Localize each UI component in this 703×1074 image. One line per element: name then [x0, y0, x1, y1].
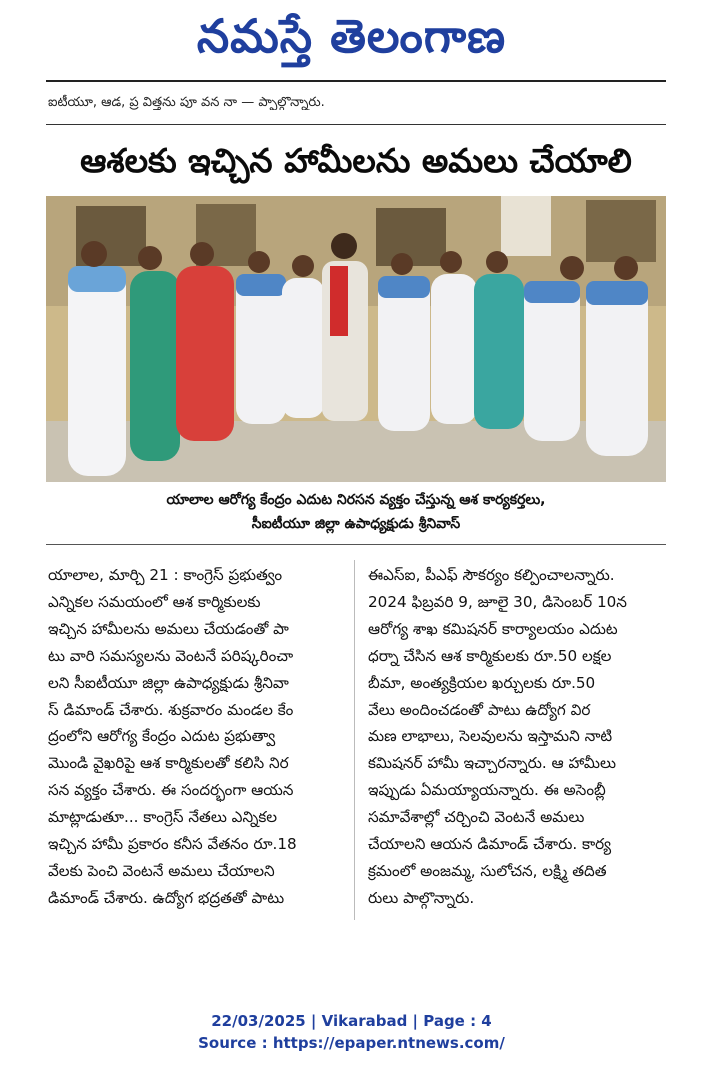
article-line: క్రమంలో అంజమ్మ, సులోచన, లక్ష్మి తదిత — [368, 861, 607, 880]
article-line: కమిషనర్ హామీ ఇచ్చారన్నారు. ఆ హామీలు — [368, 754, 616, 773]
article-line: సమావేశాల్లో చర్చించి వెంటనే అమలు — [368, 808, 585, 827]
caption-line-2: సీఐటీయూ జిల్లా ఉపాధ్యక్షుడు శ్రీనివాస్ — [251, 516, 461, 532]
previous-article-cutline: ఐటీయూ, ఆడ, ప్ర విత్తను పూ వన నా — ప్పాల్గొన్నారు. — [48, 95, 325, 110]
article-line: ఈఎస్ఐ, పీఎఫ్ సౌకర్యం కల్పించాలన్నారు. — [368, 566, 615, 584]
article-line: చేయాలని ఆయన డిమాండ్ చేశారు. కార్య — [368, 835, 612, 854]
article-line: మాట్లాడుతూ... కాంగ్రెస్ నేతలు ఎన్నికల — [48, 808, 278, 827]
protest-photo — [46, 196, 666, 482]
article-column-left — [48, 562, 348, 912]
column-divider — [354, 560, 355, 920]
article-line: ఇచ్చిన హామీ ప్రకారం కనీస వేతనం రూ.18 — [48, 835, 297, 854]
caption-bottom-rule — [46, 544, 666, 545]
article-line: లని సీఐటీయూ జిల్లా ఉపాధ్యక్షుడు శ్రీనివా — [48, 673, 289, 692]
article-line: స్ డిమాండ్ చేశారు. శుక్రవారం మండల కేం — [48, 700, 294, 719]
article-line: మణ లాభాలు, సెలవులను ఇస్తామని నాటి — [368, 727, 613, 746]
article-line: 2024 ఫిబ్రవరి 9, జూలై 30, డిసెంబర్ 10న — [368, 592, 627, 611]
article-line: మొండి వైఖరిపై ఆశ కార్మికులతో కలిసి నిర — [48, 754, 289, 773]
article-line: రులు పాల్గొన్నారు. — [368, 888, 475, 907]
masthead-title: నమస్తే తెలంగాణ — [196, 9, 507, 63]
article-line: ఆరోగ్య శాఖ కమిషనర్ కార్యాలయం ఎదుట — [368, 619, 618, 638]
article-column-right — [368, 562, 668, 912]
article-line: ధర్నా చేసిన ఆశ కార్మికులకు రూ.50 లక్షల — [368, 646, 612, 665]
article-line: డిమాండ్ చేశారు. ఉద్యోగ భద్రతతో పాటు — [48, 888, 285, 907]
article-line: బీమా, అంత్యక్రియల ఖర్చులకు రూ.50 — [368, 673, 596, 692]
article-line: యాలాల, మార్చి 21 : కాంగ్రెస్ ప్రభుత్వం — [48, 566, 283, 584]
footer-source: Source : https://epaper.ntnews.com/ — [198, 1034, 505, 1052]
protest-photo-illustration — [46, 196, 666, 482]
article-line: టు వారి సమస్యలను వెంటనే పరిష్కరించా — [48, 646, 294, 665]
article-line: ఇచ్చిన హామీలను అమలు చేయడంతో పా — [48, 619, 289, 638]
article-line: వేలకు పెంచి వెంటనే అమలు చేయాలని — [48, 861, 275, 880]
masthead-rule — [46, 80, 666, 82]
article-line: సన వ్యక్తం చేశారు. ఈ సందర్భంగా ఆయన — [48, 781, 294, 800]
article-headline: ఆశలకు ఇచ్చిన హామీలను అమలు చేయాలి — [80, 141, 632, 180]
article-line: ద్రంలోని ఆరోగ్య కేంద్రం ఎదుట ప్రభుత్వా — [48, 727, 276, 746]
caption-line-1: యాలాల ఆరోగ్య కేంద్రం ఎదుట నిరసన వ్యక్తం చేస్తున్న ఆశ కార్యకర్తలు, — [166, 492, 546, 508]
photo-caption — [46, 488, 666, 536]
article-line: వేలు అందించడంతో పాటు ఉద్యోగ విర — [368, 700, 591, 719]
article-line: ఎన్నికల సమయంలో ఆశ కార్మికులకు — [48, 592, 261, 611]
footer-dateline: 22/03/2025 | Vikarabad | Page : 4 — [211, 1012, 492, 1030]
article-line: ఇప్పుడు ఏమయ్యాయన్నారు. ఈ అసెంబ్లీ — [368, 781, 606, 800]
headline-top-rule — [46, 124, 666, 125]
